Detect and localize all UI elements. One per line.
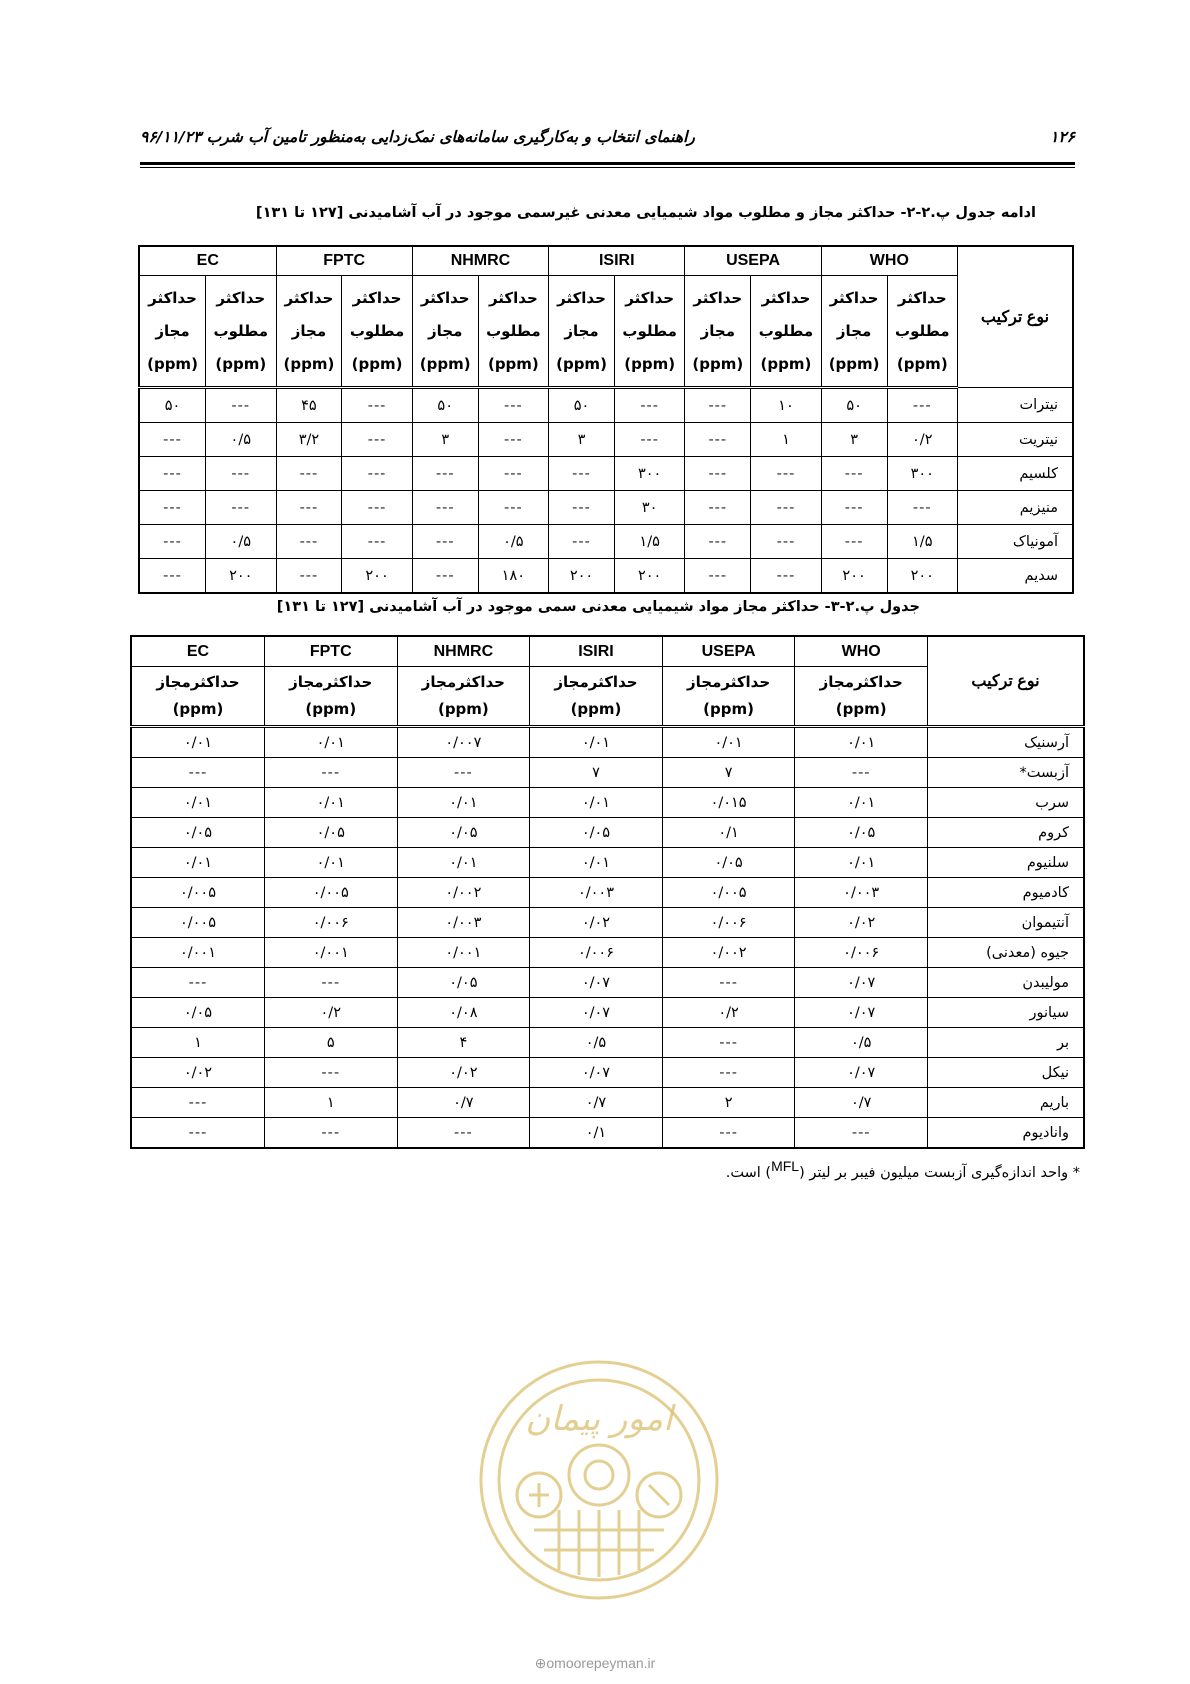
- table-cell: ۰/۲: [264, 998, 397, 1028]
- table-cell: ۲۰۰: [342, 559, 412, 594]
- table-cell: ۵۰: [821, 388, 887, 423]
- compound-name: مولیبدن: [928, 968, 1085, 998]
- table-cell: ---: [131, 1088, 264, 1118]
- desired-max-header: [887, 276, 957, 388]
- allowed-max-header: [549, 276, 615, 388]
- compound-name: نیترات: [958, 388, 1074, 423]
- table-cell: ---: [139, 423, 206, 457]
- header-line: مجاز: [428, 321, 463, 340]
- table-cell: ۲۰۰: [614, 559, 684, 594]
- table-row: [139, 457, 1073, 491]
- table-cell: ۰/۰۱: [131, 848, 264, 878]
- table-cell: ۰/۰۱: [530, 788, 663, 818]
- table-cell: ۰/۰۵: [131, 998, 264, 1028]
- table-cell: ۱۸۰: [478, 559, 548, 594]
- header-line: (ppm): [703, 700, 754, 718]
- table-cell: ۲: [662, 1088, 795, 1118]
- table-row: [139, 423, 1073, 457]
- org-header: FPTC: [276, 246, 412, 276]
- header-line: مطلوب: [213, 321, 269, 340]
- table-cell: ۰/۰۰۵: [264, 878, 397, 908]
- header-line: حداکثر: [216, 288, 266, 307]
- header-line: (ppm): [172, 700, 224, 718]
- table-cell: ۴: [397, 1028, 530, 1058]
- table-cell: ---: [662, 968, 795, 998]
- desired-max-header: [478, 276, 548, 388]
- header-line: (ppm): [828, 354, 880, 373]
- table-row: [131, 788, 1084, 818]
- table-cell: ---: [549, 525, 615, 559]
- table-cell: ۱۰: [751, 388, 821, 423]
- table-cell: ۰/۰۰۲: [397, 878, 530, 908]
- watermark-seal-icon: [474, 1355, 724, 1605]
- table-cell: ---: [887, 491, 957, 525]
- table-cell: ۰/۰۰۱: [131, 938, 264, 968]
- table-cell: ۰/۲: [662, 998, 795, 1028]
- table-cell: ۷: [662, 758, 795, 788]
- table-cell: ۰/۰۵: [662, 848, 795, 878]
- table-cell: ۰/۰۱: [795, 788, 928, 818]
- table-row: [131, 758, 1084, 788]
- header-rule: [140, 162, 1075, 165]
- footnote-unit: MFL: [771, 1158, 800, 1174]
- table-cell: ---: [795, 758, 928, 788]
- table-cell: ---: [397, 1118, 530, 1149]
- header-line: مطلوب: [895, 321, 950, 340]
- header-line: مجاز: [155, 321, 190, 340]
- header-line: حداکثر: [761, 288, 811, 307]
- allowed-max-header: [662, 667, 795, 727]
- footnote-end: ) است.: [725, 1164, 772, 1181]
- table-cell: ---: [131, 1118, 264, 1149]
- org-header: NHMRC: [397, 636, 530, 667]
- table-cell: ---: [206, 491, 276, 525]
- table-cell: ---: [206, 388, 276, 423]
- table-cell: ---: [751, 525, 821, 559]
- table-cell: ۰/۰۱: [795, 727, 928, 758]
- table-cell: ۰/۰۰۶: [530, 938, 663, 968]
- table-cell: ---: [478, 423, 548, 457]
- table-cell: ۷: [530, 758, 663, 788]
- table-cell: ۲۰۰: [549, 559, 615, 594]
- table-cell: ---: [342, 525, 412, 559]
- org-header: ISIRI: [530, 636, 663, 667]
- table-cell: ---: [264, 968, 397, 998]
- table-cell: ۱/۵: [887, 525, 957, 559]
- compound-name: نیکل: [928, 1058, 1085, 1088]
- table-cell: ---: [412, 457, 478, 491]
- table-cell: ---: [549, 491, 615, 525]
- header-line: مطلوب: [349, 321, 405, 340]
- compound-name: آمونیاک: [958, 525, 1074, 559]
- table-cell: ---: [751, 457, 821, 491]
- table-cell: ۳: [412, 423, 478, 457]
- table-cell: ---: [139, 559, 206, 594]
- table-row: [131, 727, 1084, 758]
- compound-name: سرب: [928, 788, 1085, 818]
- header-line: حداکثر: [829, 288, 879, 307]
- table-cell: ۰/۰۵: [795, 818, 928, 848]
- header-line: (ppm): [692, 354, 744, 373]
- table-row: [131, 998, 1084, 1028]
- table-cell: ---: [276, 525, 342, 559]
- compound-name: کروم: [928, 818, 1085, 848]
- table-toxic-inorganics: [130, 635, 1085, 1149]
- table-cell: ۰/۰۱: [131, 788, 264, 818]
- table-cell: ۰/۰۰۷: [397, 727, 530, 758]
- allowed-max-header: [821, 276, 887, 388]
- header-line: حداکثر: [420, 288, 470, 307]
- table-row: [131, 1118, 1084, 1149]
- table-cell: ---: [821, 491, 887, 525]
- header-line: حداکثرمجاز: [687, 673, 771, 691]
- table-cell: ۰/۰۲: [397, 1058, 530, 1088]
- table-cell: ۰/۲: [887, 423, 957, 457]
- compound-name: بر: [928, 1028, 1085, 1058]
- table-cell: ۵: [264, 1028, 397, 1058]
- table-cell: ۳: [549, 423, 615, 457]
- org-header: EC: [139, 246, 276, 276]
- row-label-header: نوع ترکیب: [958, 246, 1074, 388]
- compound-name: کادمیوم: [928, 878, 1085, 908]
- table-cell: ---: [685, 559, 751, 594]
- header-line: حداکثر: [693, 288, 743, 307]
- table-cell: ۰/۷: [397, 1088, 530, 1118]
- table-cell: ---: [276, 457, 342, 491]
- table-cell: ---: [139, 525, 206, 559]
- table-cell: ۱: [751, 423, 821, 457]
- table-cell: ---: [614, 423, 684, 457]
- desired-max-header: [342, 276, 412, 388]
- table-cell: ۰/۰۰۶: [264, 908, 397, 938]
- compound-name: وانادیوم: [928, 1118, 1085, 1149]
- header-line: حداکثر: [557, 288, 606, 307]
- org-header: EC: [131, 636, 264, 667]
- table-cell: ۰/۵: [795, 1028, 928, 1058]
- table-cell: ۰/۰۵: [397, 818, 530, 848]
- watermark-url: omoorepeyman.ir: [546, 1655, 656, 1671]
- header-line: (ppm): [283, 354, 335, 373]
- header-line: حداکثر: [284, 288, 334, 307]
- table-cell: ---: [264, 1118, 397, 1149]
- compound-name: آزبست*: [928, 758, 1085, 788]
- table-cell: ---: [131, 758, 264, 788]
- allowed-max-header: [276, 276, 342, 388]
- table-cell: ۰/۰۲: [530, 908, 663, 938]
- org-header: ISIRI: [549, 246, 685, 276]
- header-line: حداکثر: [352, 288, 402, 307]
- table-row: [131, 818, 1084, 848]
- compound-name: کلسیم: [958, 457, 1074, 491]
- compound-name: سلنیوم: [928, 848, 1085, 878]
- header-line: (ppm): [437, 700, 489, 718]
- table-cell: ---: [821, 457, 887, 491]
- table-row: [131, 1088, 1084, 1118]
- table-cell: ---: [478, 457, 548, 491]
- header-line: حداکثر: [148, 288, 197, 307]
- running-title: راهنمای انتخاب و به‌کارگیری سامانه‌های نمک‌زدایی به‌منظور تامین آب شرب ۹۶/۱۱/۲۳: [140, 128, 695, 146]
- table-cell: ۰/۰۰۲: [662, 938, 795, 968]
- table-cell: ---: [397, 758, 530, 788]
- org-header: NHMRC: [412, 246, 548, 276]
- header-line: (ppm): [487, 354, 539, 373]
- table-row: [131, 968, 1084, 998]
- table-cell: ۰/۰۵: [264, 818, 397, 848]
- table-cell: ---: [795, 1118, 928, 1149]
- table-cell: ---: [412, 491, 478, 525]
- table-cell: ۰/۰۸: [397, 998, 530, 1028]
- table-cell: ۰/۰۱: [662, 727, 795, 758]
- header-line: (ppm): [215, 354, 267, 373]
- table-cell: ۵۰: [139, 388, 206, 423]
- header-line: حداکثرمجاز: [156, 673, 240, 691]
- table-cell: ۰/۰۷: [530, 1058, 663, 1088]
- header-line: مجاز: [564, 321, 599, 340]
- table2-caption: جدول پ.۲-۳- حداکثر مجاز مواد شیمیایی معدنی سمی موجود در آب آشامیدنی [۱۲۷ تا ۱۳۱]: [276, 599, 920, 615]
- seal-text: امور پیمان: [525, 1399, 673, 1439]
- header-line: (ppm): [556, 354, 607, 373]
- table-cell: ۰/۰۵: [131, 818, 264, 848]
- table-cell: ---: [685, 388, 751, 423]
- header-line: مجاز: [836, 321, 872, 340]
- org-header: USEPA: [685, 246, 821, 276]
- table-non-toxic-inorganics: [138, 245, 1074, 594]
- desired-max-header: [614, 276, 684, 388]
- compound-name: آنتیموان: [928, 908, 1085, 938]
- table-cell: ---: [276, 491, 342, 525]
- table-cell: ۰/۰۷: [530, 968, 663, 998]
- table-cell: ---: [206, 457, 276, 491]
- compound-name: جیوه (معدنی): [928, 938, 1085, 968]
- table-cell: ۱/۵: [614, 525, 684, 559]
- table-cell: ۰/۰۱: [264, 727, 397, 758]
- table-cell: ۰/۰۵: [530, 818, 663, 848]
- watermark-site: [470, 1655, 720, 1672]
- header-line: مطلوب: [486, 321, 541, 340]
- page-header: [140, 128, 1075, 154]
- row-label-header: نوع ترکیب: [928, 636, 1085, 727]
- table-cell: ---: [662, 1058, 795, 1088]
- desired-max-header: [751, 276, 821, 388]
- table-cell: ---: [685, 423, 751, 457]
- table-cell: ۰/۰۰۳: [530, 878, 663, 908]
- header-line: مطلوب: [622, 321, 677, 340]
- table-cell: ۰/۰۵: [397, 968, 530, 998]
- table-cell: ۵۰: [549, 388, 615, 423]
- footnote-text: * واحد اندازه‌گیری آزبست میلیون فیبر بر لیتر (: [799, 1164, 1080, 1181]
- table-cell: ---: [549, 457, 615, 491]
- header-line: (ppm): [896, 354, 948, 373]
- header-line: (ppm): [305, 700, 357, 718]
- allowed-max-header: [264, 667, 397, 727]
- globe-icon: ⊕: [534, 1655, 547, 1671]
- header-line: (ppm): [419, 354, 471, 373]
- table-cell: ---: [342, 423, 412, 457]
- table-cell: ---: [342, 457, 412, 491]
- table-cell: ۰/۰۱: [530, 848, 663, 878]
- table-cell: ---: [821, 525, 887, 559]
- table-cell: ۰/۵: [530, 1028, 663, 1058]
- table-cell: ---: [342, 388, 412, 423]
- allowed-max-header: [530, 667, 663, 727]
- header-line: مجاز: [291, 321, 327, 340]
- header-line: (ppm): [570, 700, 622, 718]
- org-header: FPTC: [264, 636, 397, 667]
- table-cell: ۱: [264, 1088, 397, 1118]
- table-cell: ۰/۰۱: [264, 848, 397, 878]
- table-cell: ۰/۰۰۳: [397, 908, 530, 938]
- table1-caption: ادامه جدول پ.۲-۲- حداکثر مجاز و مطلوب مواد شیمیایی معدنی غیرسمی موجود در آب آشامیدنی [۱۲۷ تا ۱۳۱]: [255, 205, 1036, 221]
- table-row: [131, 938, 1084, 968]
- table-cell: ۰/۰۰۱: [264, 938, 397, 968]
- table-cell: ۳۰: [614, 491, 684, 525]
- footnote: [660, 1158, 1080, 1181]
- header-line: (ppm): [351, 354, 403, 373]
- table-cell: ---: [614, 388, 684, 423]
- table-cell: ۰/۰۰۶: [795, 938, 928, 968]
- table-cell: ۳/۲: [276, 423, 342, 457]
- org-header: WHO: [821, 246, 957, 276]
- header-line: (ppm): [624, 354, 676, 373]
- table-row: [131, 848, 1084, 878]
- compound-name: سدیم: [958, 559, 1074, 594]
- table-cell: ۲۰۰: [206, 559, 276, 594]
- table-cell: ---: [662, 1118, 795, 1149]
- table-cell: ۰/۰۰۶: [662, 908, 795, 938]
- table-row: [139, 491, 1073, 525]
- table-cell: ۰/۰۷: [795, 1058, 928, 1088]
- table-cell: ---: [662, 1028, 795, 1058]
- compound-name: باریم: [928, 1088, 1085, 1118]
- allowed-max-header: [397, 667, 530, 727]
- allowed-max-header: [685, 276, 751, 388]
- table-cell: ---: [139, 491, 206, 525]
- table-cell: ۰/۰۱۵: [662, 788, 795, 818]
- table-cell: ---: [685, 491, 751, 525]
- table-cell: ۲۰۰: [821, 559, 887, 594]
- header-line: حداکثر: [488, 288, 538, 307]
- table-cell: ---: [131, 968, 264, 998]
- table-cell: ۰/۰۱: [795, 848, 928, 878]
- table-cell: ۰/۰۱: [264, 788, 397, 818]
- table-cell: ۳۰۰: [614, 457, 684, 491]
- org-header: WHO: [795, 636, 928, 667]
- table-row: [139, 525, 1073, 559]
- table-row: [131, 1028, 1084, 1058]
- compound-name: سیانور: [928, 998, 1085, 1028]
- table-cell: ---: [264, 758, 397, 788]
- compound-name: منیزیم: [958, 491, 1074, 525]
- table-cell: ---: [276, 559, 342, 594]
- table-cell: ۰/۱: [530, 1118, 663, 1149]
- table-cell: ۰/۵: [478, 525, 548, 559]
- table-cell: ۰/۰۷: [530, 998, 663, 1028]
- org-header: USEPA: [662, 636, 795, 667]
- table-cell: ---: [887, 388, 957, 423]
- table-cell: ۰/۰۱: [397, 788, 530, 818]
- table-cell: ۰/۵: [206, 423, 276, 457]
- header-line: حداکثرمجاز: [554, 673, 638, 691]
- table-cell: ۳: [821, 423, 887, 457]
- table-row: [131, 908, 1084, 938]
- table-cell: ۴۵: [276, 388, 342, 423]
- header-line: حداکثر: [897, 288, 947, 307]
- table-cell: ۰/۰۰۵: [131, 908, 264, 938]
- table-cell: ۱: [131, 1028, 264, 1058]
- allowed-max-header: [795, 667, 928, 727]
- table-cell: ---: [478, 388, 548, 423]
- table-cell: ۰/۰۷: [795, 998, 928, 1028]
- header-line: مجاز: [700, 321, 735, 340]
- table-cell: ۰/۰۲: [131, 1058, 264, 1088]
- table-cell: ---: [412, 559, 478, 594]
- table-cell: ---: [478, 491, 548, 525]
- table-cell: ۰/۰۱: [530, 727, 663, 758]
- table-cell: ۰/۰۰۵: [662, 878, 795, 908]
- header-line: حداکثر: [625, 288, 675, 307]
- table-row: [139, 388, 1073, 423]
- table-cell: ۰/۰۷: [795, 968, 928, 998]
- table-cell: ---: [342, 491, 412, 525]
- table-cell: ---: [139, 457, 206, 491]
- allowed-max-header: [412, 276, 478, 388]
- header-line: مطلوب: [758, 321, 814, 340]
- compound-name: نیتریت: [958, 423, 1074, 457]
- table-cell: ۰/۱: [662, 818, 795, 848]
- table-row: [131, 878, 1084, 908]
- compound-name: آرسنیک: [928, 727, 1085, 758]
- header-line: (ppm): [147, 354, 198, 373]
- table-cell: ۰/۰۰۵: [131, 878, 264, 908]
- header-rule-thin: [140, 167, 1075, 168]
- header-line: حداکثرمجاز: [289, 673, 373, 691]
- table-row: [139, 559, 1073, 594]
- table-cell: ۰/۷: [530, 1088, 663, 1118]
- table-cell: ۲۰۰: [887, 559, 957, 594]
- header-line: (ppm): [760, 354, 812, 373]
- table-cell: ۰/۷: [795, 1088, 928, 1118]
- table-cell: ---: [685, 525, 751, 559]
- desired-max-header: [206, 276, 276, 388]
- table-cell: ---: [264, 1058, 397, 1088]
- header-line: (ppm): [835, 700, 887, 718]
- table-cell: ---: [751, 559, 821, 594]
- table-cell: ۰/۰۰۱: [397, 938, 530, 968]
- page-number: ۱۲۶: [1050, 128, 1075, 146]
- header-line: حداکثرمجاز: [819, 673, 903, 691]
- table-cell: ---: [412, 525, 478, 559]
- table-cell: ---: [751, 491, 821, 525]
- header-line: حداکثرمجاز: [421, 673, 505, 691]
- allowed-max-header: [139, 276, 206, 388]
- table-cell: ۳۰۰: [887, 457, 957, 491]
- table-cell: ۵۰: [412, 388, 478, 423]
- allowed-max-header: [131, 667, 264, 727]
- table-cell: ۰/۰۱: [131, 727, 264, 758]
- table-row: [131, 1058, 1084, 1088]
- table-cell: ۰/۰۲: [795, 908, 928, 938]
- table-cell: ۰/۵: [206, 525, 276, 559]
- table-cell: ---: [685, 457, 751, 491]
- table-cell: ۰/۰۱: [397, 848, 530, 878]
- table-cell: ۰/۰۰۳: [795, 878, 928, 908]
